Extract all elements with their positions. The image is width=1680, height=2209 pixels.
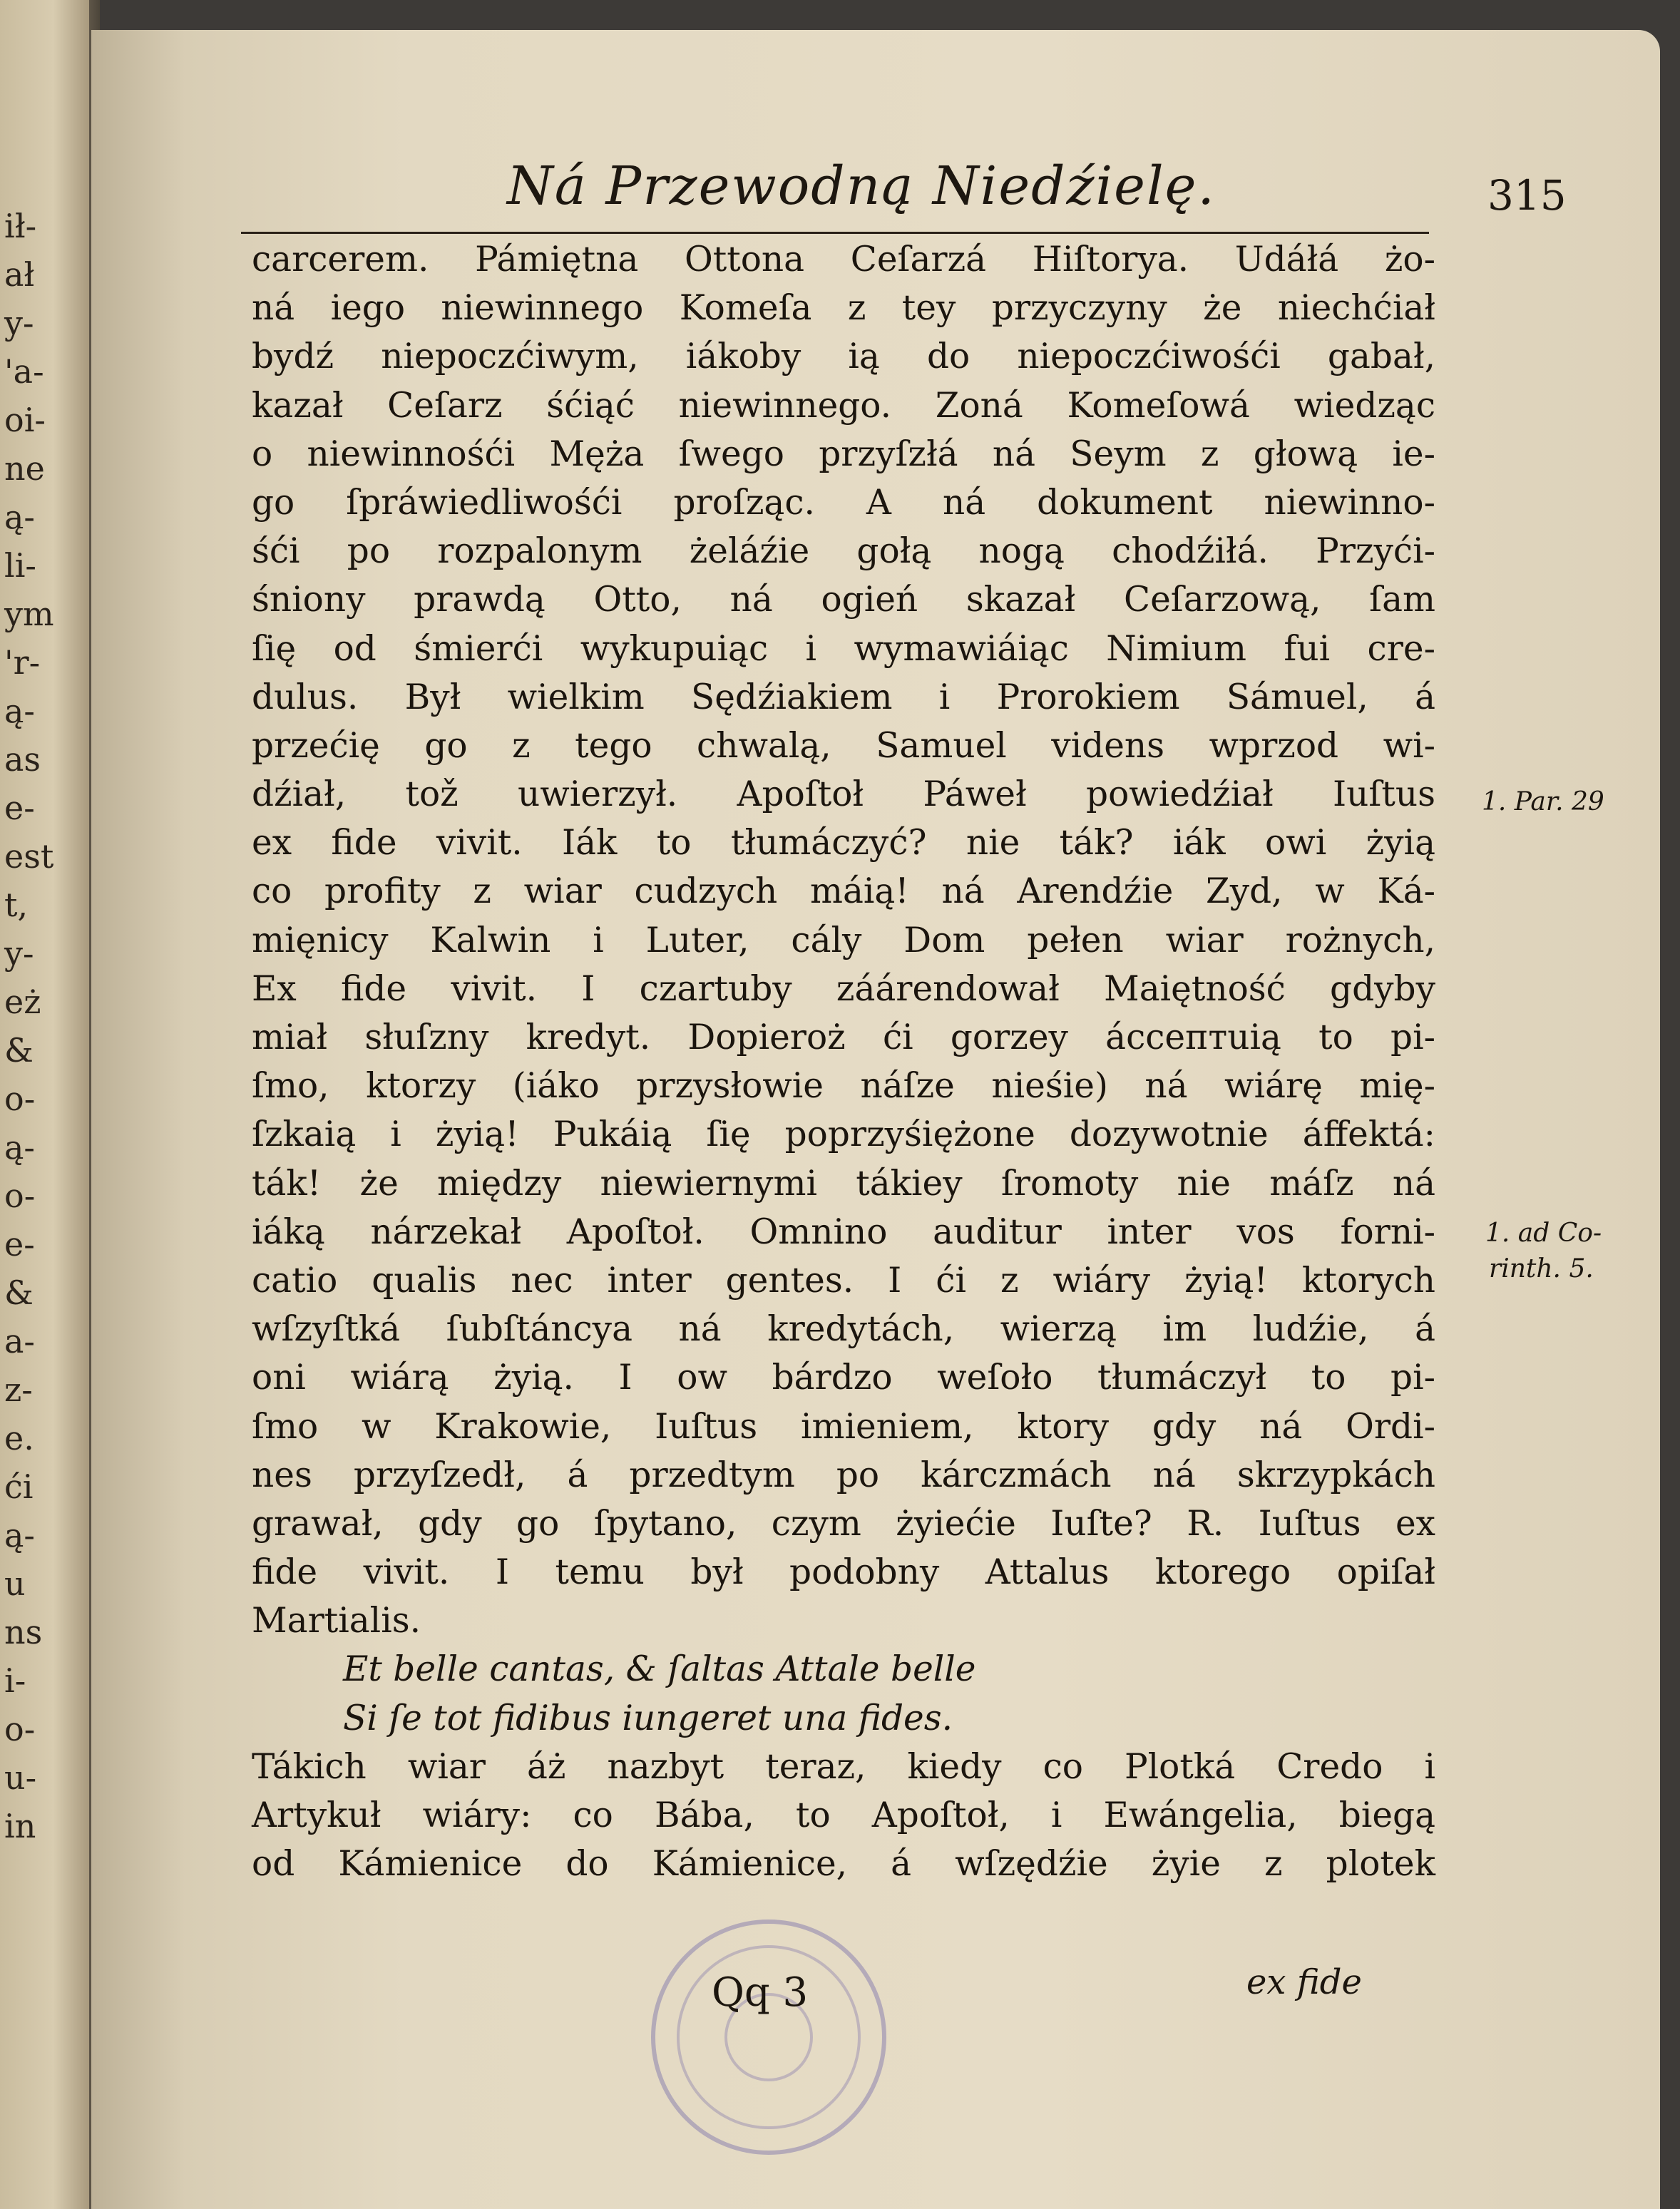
left-page-fragment: ns xyxy=(4,1613,43,1651)
left-page-fragment: u xyxy=(4,1564,26,1603)
text-line: ná iego niewinnego Komeſa z tey przyczyny że niechćiał xyxy=(252,288,1435,329)
text-line: bydź niepoczćiwym, iákoby ią do niepoczćiwośći gabał, xyxy=(252,337,1435,377)
left-page-fragment: ą- xyxy=(4,1516,35,1554)
text-line: ſmo w Krakowie, Iuſtus imieniem, ktory gdy ná Ordi- xyxy=(252,1406,1435,1447)
text-line: co profity z wiar cudzych máią! ná Arendźie Zyd, w Ká- xyxy=(252,871,1435,912)
left-page-fragment: o- xyxy=(4,1710,36,1748)
body-text xyxy=(252,235,1435,1888)
text-line: Artykuł wiáry: co Bába, to Apoſtoł, i Ewángelia, biegą xyxy=(252,1795,1435,1835)
margin-note-corinth-2: rinth. 5. xyxy=(1489,1254,1594,1283)
left-page-fragment: ał xyxy=(4,255,35,294)
left-page-fragment: ił- xyxy=(4,207,37,245)
left-page-fragment: z- xyxy=(4,1370,33,1409)
signature-mark: Qq 3 xyxy=(712,1969,809,2016)
left-page-fragment: e- xyxy=(4,1225,35,1264)
text-line: oni wiárą żyią. I ow bárdzo weſoło tłumáczył to pi- xyxy=(252,1358,1435,1398)
text-line: mięnicy Kalwin i Luter, cály Dom pełen wiar rożnych, xyxy=(252,920,1435,960)
left-page-fragment: i- xyxy=(4,1661,26,1700)
left-page-fragment: ą- xyxy=(4,1128,35,1167)
text-line: catio qualis nec inter gentes. I ći z wiáry żyią! ktorych xyxy=(252,1260,1435,1301)
text-line: nes przyſzedł, á przedtym po kárczmách ná skrzypkách xyxy=(252,1455,1435,1495)
text-line: iáką nárzekał Apoſtoł. Omnino auditur inter vos forni- xyxy=(252,1211,1435,1252)
text-line: dźiał, tož uwierzył. Apoſtoł Páweł powiedźiał Iuſtus xyxy=(252,774,1435,815)
text-line: miał słuſzny kredyt. Dopieroż ći gorzey áccептuią to pi- xyxy=(252,1018,1435,1057)
text-line: przećię go z tego chwalą, Samuel videns wprzod wi- xyxy=(252,725,1435,766)
left-page-fragment: e. xyxy=(4,1419,34,1457)
text-line: wſzyſtká ſubſtáncya ná kredytách, wierzą im ludźie, á xyxy=(252,1309,1435,1350)
left-page-fragment: ym xyxy=(4,595,54,633)
left-page-fragment: & xyxy=(4,1031,34,1070)
book-page xyxy=(91,30,1660,2209)
left-page-fragment: li- xyxy=(4,546,36,585)
left-page-fragment: 'a- xyxy=(4,352,44,391)
text-line: Martialis. xyxy=(252,1601,421,1641)
text-line: ſzkaią i żyią! Pukáią ſię poprzyśiężone dozywotnie áffektá: xyxy=(252,1114,1435,1155)
left-page-edge xyxy=(0,0,89,2209)
text-line: Si ſe tot fidibus iungeret una fides. xyxy=(343,1698,953,1738)
left-page-fragment: ći xyxy=(4,1467,34,1506)
left-page-fragment: as xyxy=(4,740,41,779)
left-page-fragment: t, xyxy=(4,886,29,924)
text-line: grawał, gdy go ſpytano, czym żyiećie Iuſte? R. Iuſtus ex xyxy=(252,1503,1435,1544)
left-page-fragment: a- xyxy=(4,1322,35,1360)
text-line: śniony prawdą Otto, ná ogień skazał Ceſarzową, ſam xyxy=(252,580,1435,620)
text-line: ták! że między niewiernymi tákiey ſromoty nie máſz ná xyxy=(252,1163,1435,1204)
margin-note-par: 1. Par. 29 xyxy=(1482,787,1604,816)
text-line: go ſpráwiedliwośći proſząc. A ná dokument niewinno- xyxy=(252,482,1435,523)
text-line: Tákich wiar áż nazbyt teraz, kiedy co Plotká Credo i xyxy=(252,1746,1435,1787)
text-line: dulus. Był wielkim Sędźiakiem i Prorokiem Sámuel, á xyxy=(252,677,1435,717)
text-line: Et belle cantas, & ſaltas Attale belle xyxy=(343,1649,976,1690)
running-head: Ná Przewodną Niedźielę. xyxy=(507,155,1216,217)
left-page-fragment: y- xyxy=(4,934,34,973)
text-line: śći po rozpalonym żeláźie gołą nogą chodźiłá. Przyći- xyxy=(252,531,1435,572)
left-page-fragment: e- xyxy=(4,789,35,827)
left-page-fragment: est xyxy=(4,837,54,876)
text-line: ſię od śmierći wykupuiąc i wymawiáiąc Nimium fui cre- xyxy=(252,628,1435,669)
left-page-fragment: o- xyxy=(4,1080,36,1118)
catchword: ex fide xyxy=(1246,1962,1362,2002)
left-page-fragment: ne xyxy=(4,449,45,488)
left-page-fragment: ą- xyxy=(4,498,35,536)
left-page-fragment: in xyxy=(4,1807,36,1845)
left-page-fragment: y- xyxy=(4,304,34,342)
left-page-fragment: eż xyxy=(4,983,41,1021)
left-page-fragment: oi- xyxy=(4,401,46,439)
text-line: Ex fide vivit. I czartuby záárendował Maiętność gdyby xyxy=(252,968,1435,1009)
page-number: 315 xyxy=(1487,171,1567,220)
text-line: ſmo, ktorzy (iáko przysłowie náſze nieśie) ná wiárę mię- xyxy=(252,1066,1435,1107)
text-line: kazał Ceſarz śćiąć niewinnego. Zoná Komeſowá wiedząc xyxy=(252,385,1435,426)
library-stamp xyxy=(651,1920,886,2155)
left-page-fragment: ą- xyxy=(4,692,35,730)
text-line: o niewinnośći Męża ſwego przyſzłá ná Seym z głową ie- xyxy=(252,434,1435,474)
text-line: carcerem. Pámiętna Ottona Ceſarzá Hiſtorya. Udáłá żo- xyxy=(252,240,1435,280)
left-page-fragment: 'r- xyxy=(4,643,41,682)
margin-note-corinth-1: 1. ad Co- xyxy=(1485,1219,1602,1248)
text-line: od Kámienice do Kámienice, á wſzędźie żyie z plotek xyxy=(252,1844,1435,1885)
stamp-ring-icon xyxy=(655,1924,882,2151)
text-line: fide vivit. I temu był podobny Attalus ktorego opiſał xyxy=(252,1552,1435,1593)
left-page-fragment: u- xyxy=(4,1758,37,1797)
header-rule xyxy=(241,232,1429,234)
left-page-fragment: & xyxy=(4,1273,34,1312)
left-page-fragment: o- xyxy=(4,1177,36,1215)
text-line: ex fide vivit. Iák to tłumáczyć? nie ták? iák owi żyią xyxy=(252,823,1435,863)
